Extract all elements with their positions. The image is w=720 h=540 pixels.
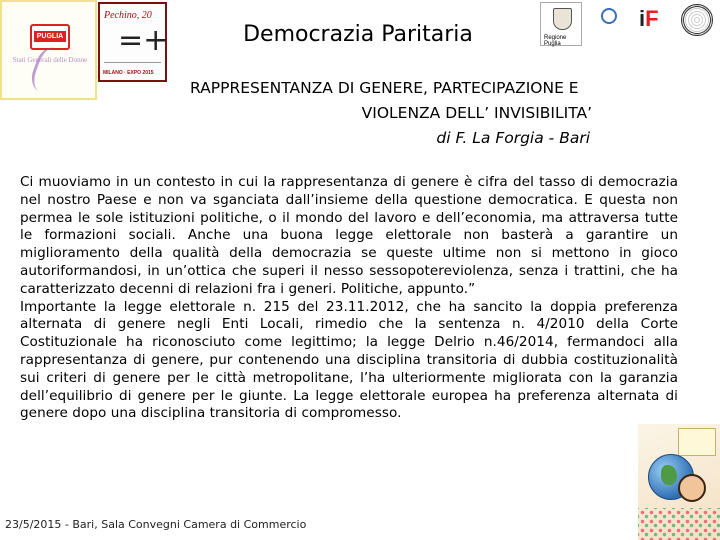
paragraph-1: Ci muoviamo in un contesto in cui la rappresentanza di genere è cifra del tasso di democrazia nel nostro Paese e non va sganciata dall’insieme della questione democratica. E questa non permea le sole istituzioni politiche, o il mondo del lavoro e dell’economia, ma attraversa tutte le formazioni sociali. Anche una buona legge elettorale non basterà a garantire un miglioramento della qualità della democrazia se queste ultime non si mettono in gioco autoriformandosi, in un’ottica che superi il nesso sessopotereviolenza, senza i trattini, che ha caratterizzato decenni di relazioni fra i generi. Politiche, appunto.” [20, 174, 678, 297]
pechino-footer: MILANO · EXPO 2015 [103, 70, 154, 76]
subtitle-author: di F. La Forgia - Bari [436, 129, 590, 147]
paragraph-2: Importante la legge elettorale n. 215 del 23.11.2012, che ha sancito la doppia preferenza alternata di genere negli Enti Locali, rimedio che la sentenza n. 4/2010 della Corte Costituzionale ha riconosciuto come legittimo; la legge Delrio n.46/2014, fermandoci alla rappresentanza di genere, pur contenendo una disciplina transitoria di dubbia costituzionalità sui criteri di genere per le città metropolitane, l’ha ulteriormente migliorata con la garanzia dell’equilibrio di genere per le giunte. La legge elettorale europea ha preferenza alternata di genere dopo una disciplina transitoria di compromesso. [20, 298, 678, 422]
seal-logo [676, 2, 720, 46]
subtitle-line-2: VIOLENZA DELL’ INVISIBILITA’ [361, 104, 592, 122]
globe-icon [601, 8, 617, 24]
if-mark-icon: iF [639, 6, 659, 31]
equality-mark-icon: =+ [118, 23, 169, 58]
coat-of-arms-icon [553, 8, 572, 30]
subtitle-line-1: RAPPRESENTANZA DI GENERE, PARTECIPAZIONE E [190, 79, 579, 97]
puglia-badge-label: PUGLIA [34, 31, 66, 42]
decorative-dots [638, 508, 720, 540]
stati-generali-text: Stati Generali delle Donne [12, 56, 88, 64]
page-title: Democrazia Paritaria [243, 22, 473, 47]
globe-logo [589, 4, 629, 44]
sign-icon [678, 428, 716, 456]
regione-caption: Regione Puglia [544, 35, 567, 47]
regione-puglia-logo [540, 2, 582, 46]
if-logo [633, 4, 673, 44]
pechino-title: Pechino, 20 [104, 10, 152, 21]
body-text [20, 174, 678, 423]
subtitle [190, 76, 630, 151]
seal-icon [681, 4, 713, 36]
stati-generali-logo [0, 0, 97, 100]
pechino-divider [104, 62, 161, 63]
ribbon-icon [27, 44, 74, 99]
footer-caption: 23/5/2015 - Bari, Sala Convegni Camera di Commercio [5, 518, 307, 531]
girl-face-icon [678, 474, 706, 502]
corner-illustration [638, 424, 720, 540]
